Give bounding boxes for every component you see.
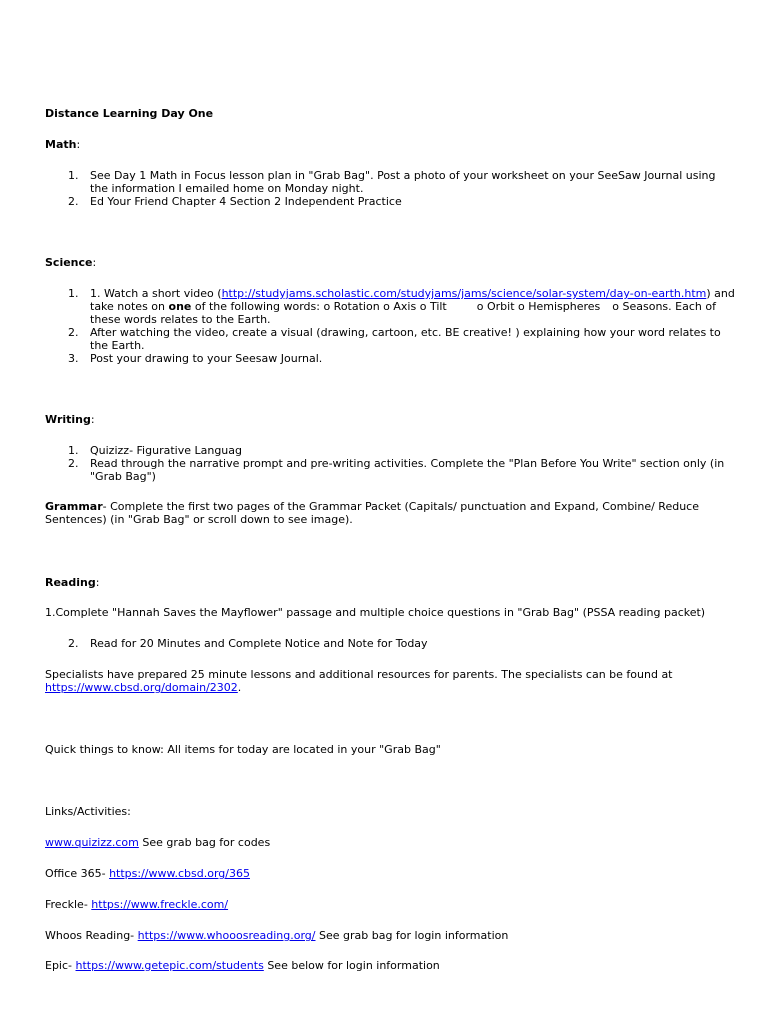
list-number: 1. xyxy=(68,169,79,182)
list-text: Quizizz- Figurative Languag xyxy=(90,444,242,457)
list-text: Post your drawing to your Seesaw Journal. xyxy=(90,352,323,365)
link-suffix: See below for login information xyxy=(263,959,440,972)
link-row-quizizz xyxy=(45,836,735,849)
quizizz-link[interactable]: www.quizizz.com xyxy=(45,836,139,849)
office365-link[interactable]: https://www.cbsd.org/365 xyxy=(109,867,250,880)
list-item xyxy=(45,457,735,483)
science-list xyxy=(45,287,735,365)
list-number: 1. xyxy=(68,444,79,457)
grammar-paragraph xyxy=(45,500,735,526)
page-title: Distance Learning Day One xyxy=(45,107,214,120)
grammar-heading: Grammar xyxy=(45,500,103,513)
specialists-text: Specialists have prepared 25 minute lessons and additional resources for parents. The specialists can be found at xyxy=(45,668,673,681)
list-text: o Orbit o Hemispheres xyxy=(476,300,601,313)
period: . xyxy=(237,681,242,694)
list-item xyxy=(45,326,735,352)
freckle-link[interactable]: https://www.freckle.com/ xyxy=(91,898,229,911)
quick-things: Quick things to know: All items for today are located in your "Grab Bag" xyxy=(45,743,441,756)
math-heading-label: Math xyxy=(45,138,77,151)
list-item xyxy=(45,444,735,457)
specialists-link[interactable]: https://www.cbsd.org/domain/2302 xyxy=(45,681,238,694)
link-row-epic xyxy=(45,959,735,972)
writing-list xyxy=(45,444,735,483)
list-text: o Seasons. Each of these words relates to the Earth. xyxy=(90,300,716,326)
list-number: 2. xyxy=(68,637,79,650)
math-heading: Math: xyxy=(45,138,81,151)
list-text: See Day 1 Math in Focus lesson plan in "Grab Bag". Post a photo of your worksheet on your SeeSaw Journal using the information I emailed home on Monday night. xyxy=(90,169,716,195)
reading-item-1: 1.Complete "Hannah Saves the Mayflower" passage and multiple choice questions in "Grab Bag" (PSSA reading packet) xyxy=(45,606,706,619)
writing-heading: Writing: xyxy=(45,413,95,426)
link-prefix: Whoos Reading- xyxy=(45,929,138,942)
reading-item-2 xyxy=(45,637,768,650)
list-item xyxy=(45,352,735,365)
link-row-whoos xyxy=(45,929,735,942)
science-heading-label: Science xyxy=(45,256,93,269)
list-text: 1. Watch a short video ( xyxy=(90,287,222,300)
links-heading: Links/Activities: xyxy=(45,805,131,818)
math-list xyxy=(45,169,735,208)
document-page xyxy=(45,107,735,972)
link-suffix: See grab bag for codes xyxy=(138,836,271,849)
list-number: 1. xyxy=(68,287,79,300)
list-text: ) and take notes on xyxy=(90,287,735,313)
link-suffix: See grab bag for login information xyxy=(315,929,509,942)
link-row-office365 xyxy=(45,867,735,880)
list-item xyxy=(45,287,735,326)
studyjams-link[interactable]: http://studyjams.scholastic.com/studyjams/jams/science/solar-system/day-on-earth.htm xyxy=(221,287,707,300)
list-number: 2. xyxy=(68,195,79,208)
list-text: Ed Your Friend Chapter 4 Section 2 Independent Practice xyxy=(90,195,402,208)
list-number: 3. xyxy=(68,352,79,365)
link-prefix: Epic- xyxy=(45,959,76,972)
list-number: 2. xyxy=(68,326,79,339)
epic-link[interactable]: https://www.getepic.com/students xyxy=(75,959,264,972)
whoos-link[interactable]: https://www.whooosreading.org/ xyxy=(137,929,316,942)
bold-word: one xyxy=(168,300,192,313)
science-heading: Science: xyxy=(45,256,97,269)
link-prefix: Freckle- xyxy=(45,898,92,911)
link-prefix: Office 365- xyxy=(45,867,110,880)
list-text: Read through the narrative prompt and pre-writing activities. Complete the "Plan Before You Write" section only (in "Grab Bag") xyxy=(90,457,725,483)
link-row-freckle xyxy=(45,898,735,911)
reading-heading-label: Reading xyxy=(45,576,96,589)
reading-heading: Reading: xyxy=(45,576,100,589)
list-number: 2. xyxy=(68,457,79,470)
list-item xyxy=(45,195,735,208)
list-text: of the following words: o Rotation o Axis o Tilt xyxy=(191,300,447,313)
list-text: After watching the video, create a visual (drawing, cartoon, etc. BE creative! ) explaining how your word relates to the Earth. xyxy=(90,326,721,352)
writing-heading-label: Writing xyxy=(45,413,91,426)
grammar-text: - Complete the first two pages of the Grammar Packet (Capitals/ punctuation and Expand, Combine/ Reduce Sentences) (in "Grab Bag" or scroll down to see image). xyxy=(45,500,699,526)
list-item xyxy=(45,169,735,195)
specialists-paragraph xyxy=(45,668,735,694)
list-text: Read for 20 Minutes and Complete Notice and Note for Today xyxy=(90,637,428,650)
